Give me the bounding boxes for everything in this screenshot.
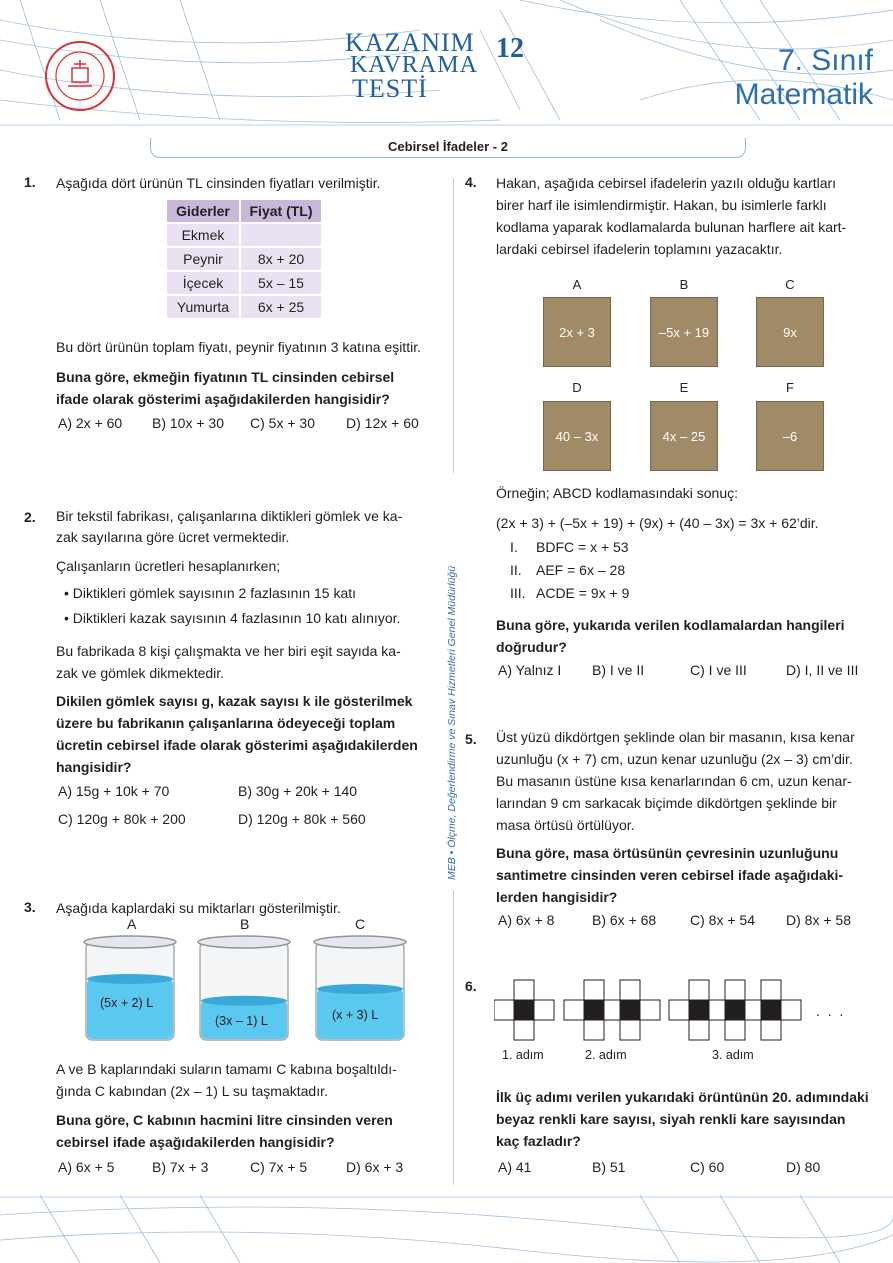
- q1-price-table: [165, 198, 323, 320]
- q2-bullet2: • Diktikleri kazak sayısının 4 fazlasının 10 katı alınıyor.: [64, 610, 401, 626]
- q4-intro-line3: kodlama yaparak kodlamalarda bulunan harflere ait kart-: [496, 219, 847, 235]
- white-square: [494, 1000, 514, 1020]
- white-square: [514, 1020, 534, 1040]
- q3-statement-line2: ğında C kabından (2x – 1) L su taşmaktadır.: [56, 1083, 328, 1099]
- q6-question-line1: İlk üç adımı verilen yukarıdaki örüntünün 20. adımındaki: [496, 1089, 869, 1105]
- beaker-letter: C: [355, 916, 366, 932]
- white-square: [514, 980, 534, 1000]
- white-square: [564, 1000, 584, 1020]
- option-d[interactable]: D) 80: [786, 1159, 821, 1175]
- bullet-text: Diktikleri kazak sayısının 4 fazlasının 10 katı alınıyor.: [72, 610, 401, 626]
- q4-question-line2: doğrudur?: [496, 639, 567, 655]
- black-square: [584, 1000, 604, 1020]
- table-header: Giderler: [167, 200, 239, 222]
- table-header-row: [167, 200, 321, 222]
- subject-label: Matematik: [734, 78, 873, 111]
- q4-intro-line4: lardaki cebirsel ifadelerin toplamını yazacaktır.: [496, 241, 783, 257]
- q3-question-line2: cebirsel ifade aşağıdakilerden hangisidir?: [56, 1134, 335, 1150]
- black-square: [514, 1000, 534, 1020]
- q4-item-2: [510, 559, 625, 581]
- black-square: [725, 1000, 745, 1020]
- white-square: [761, 1020, 781, 1040]
- black-square: [761, 1000, 781, 1020]
- table-header: Fiyat (TL): [241, 200, 321, 222]
- q3-number: 3.: [24, 899, 36, 915]
- white-square: [604, 1000, 620, 1020]
- white-square: [584, 980, 604, 1000]
- q2-intro-line1: Bir tekstil fabrikası, çalışanlarına diktikleri gömlek ve ka-: [56, 508, 403, 524]
- option-a[interactable]: A) 41: [498, 1159, 532, 1175]
- table-cell: Ekmek: [167, 224, 239, 246]
- item-text: BDFC = x + 53: [536, 539, 629, 555]
- q1-question-line1: Buna göre, ekmeğin fiyatının TL cinsinden cebirsel: [56, 369, 395, 385]
- table-cell: Peynir: [167, 248, 239, 270]
- q4-number: 4.: [465, 174, 477, 190]
- column-divider: [453, 178, 454, 473]
- item-roman: III.: [510, 585, 526, 601]
- table-cell: [241, 224, 321, 246]
- white-square: [781, 1000, 801, 1020]
- section-title: Cebirsel İfadeler - 2: [150, 138, 746, 158]
- beaker-amount: (x + 3) L: [332, 1008, 379, 1022]
- card-f: –6: [756, 401, 824, 471]
- option-b[interactable]: B) I ve II: [592, 662, 645, 678]
- q4-question-line1: Buna göre, yukarıda verilen kodlamalardan hangileri: [496, 617, 845, 633]
- card-b: –5x + 19: [650, 297, 718, 367]
- q1-question-line2: ifade olarak gösterimi aşağıdakilerden hangisidir?: [56, 391, 390, 407]
- black-square: [689, 1000, 709, 1020]
- option-a[interactable]: A) Yalnız I: [498, 662, 562, 678]
- q5-intro-line4: larından 9 cm sarkacak biçimde dikdörtgen şeklinde bir: [496, 795, 837, 811]
- q1-number: 1.: [24, 174, 36, 190]
- card-d: 40 – 3x: [543, 401, 611, 471]
- q5-number: 5.: [465, 731, 477, 747]
- option-a[interactable]: A) 6x + 5: [58, 1159, 115, 1175]
- card-letter: D: [572, 380, 582, 395]
- logo-testi: TESTİ: [352, 74, 428, 103]
- option-c[interactable]: C) I ve III: [690, 662, 747, 678]
- table-row: [167, 296, 321, 318]
- footer-decoration: [0, 1195, 893, 1263]
- bullet-text: Diktikleri gömlek sayısının 2 fazlasının 15 katı: [72, 585, 357, 601]
- item-roman: I.: [510, 539, 518, 555]
- q5-question-line3: lerden hangisidir?: [496, 889, 618, 905]
- table-row: [167, 272, 321, 294]
- item-text: AEF = 6x – 28: [536, 562, 626, 578]
- logo-kazanim: KAZANIM: [345, 28, 475, 57]
- option-d[interactable]: D) I, II ve III: [786, 662, 859, 678]
- q3-question-line1: Buna göre, C kabının hacmini litre cinsinden veren: [56, 1112, 393, 1128]
- option-d[interactable]: D) 120g + 80k + 560: [238, 811, 366, 827]
- option-b[interactable]: B) 6x + 68: [592, 912, 657, 928]
- grade-label: 7. Sınıf: [777, 44, 873, 77]
- card-letter: E: [679, 380, 689, 395]
- q4-example-line2: (2x + 3) + (–5x + 19) + (9x) + (40 – 3x) = 3x + 62’dir.: [496, 515, 819, 531]
- q5-intro-line2: uzunluğu (x + 7) cm, uzun kenar uzunluğu (2x – 3) cm’dir.: [496, 751, 853, 767]
- q5-question-line1: Buna göre, masa örtüsünün çevresinin uzunluğunu: [496, 845, 839, 861]
- table-row: [167, 224, 321, 246]
- ministry-seal-icon: [44, 40, 116, 112]
- white-square: [534, 1000, 554, 1020]
- q2-calc: Çalışanların ücretleri hesaplanırken;: [56, 558, 281, 574]
- option-c[interactable]: C) 5x + 30: [250, 415, 315, 431]
- q4-intro-line2: birer harf ile isimlendirmiştir. Hakan, bu isimlerle farklı: [496, 197, 827, 213]
- white-square: [689, 1020, 709, 1040]
- beaker-a: [82, 934, 178, 1044]
- q6-number: 6.: [465, 978, 477, 994]
- q1-statement: Bu dört ürünün toplam fiyatı, peynir fiyatının 3 katına eşittir.: [56, 339, 421, 355]
- beaker-letter: A: [127, 916, 137, 932]
- q2-question-line1: Dikilen gömlek sayısı g, kazak sayısı k ile gösterilmek: [56, 693, 413, 709]
- table-row: [167, 248, 321, 270]
- white-square: [640, 1000, 660, 1020]
- q1-intro: Aşağıda dört ürünün TL cinsinden fiyatları verilmiştir.: [56, 175, 381, 191]
- beaker-c: [312, 934, 408, 1044]
- white-square: [620, 980, 640, 1000]
- white-square: [745, 1000, 761, 1020]
- q6-ellipsis: . . .: [816, 1003, 846, 1019]
- table-cell: Yumurta: [167, 296, 239, 318]
- step-label: 3. adım: [712, 1048, 754, 1062]
- item-roman: II.: [510, 562, 522, 578]
- option-d[interactable]: D) 8x + 58: [786, 912, 851, 928]
- option-a[interactable]: A) 15g + 10k + 70: [58, 783, 170, 799]
- q4-intro-line1: Hakan, aşağıda cebirsel ifadelerin yazılı olduğu kartları: [496, 175, 837, 191]
- beaker-amount: (3x – 1) L: [215, 1014, 268, 1028]
- step-label: 2. adım: [585, 1048, 627, 1062]
- white-square: [709, 1000, 725, 1020]
- table-cell: 6x + 25: [241, 296, 321, 318]
- black-square: [620, 1000, 640, 1020]
- step-label: 1. adım: [502, 1048, 544, 1062]
- beaker-letter: B: [240, 916, 250, 932]
- q2-question-line2: üzere bu fabrikanın çalışanlarına ödeyeceği toplam: [56, 715, 396, 731]
- card-letter: B: [679, 277, 689, 292]
- q5-intro-line5: masa örtüsü örtülüyor.: [496, 817, 635, 833]
- white-square: [620, 1020, 640, 1040]
- q5-intro-line3: Bu masanın üstüne kısa kenarlarından 6 cm, uzun kenar-: [496, 773, 852, 789]
- q2-bullet1: • Diktikleri gömlek sayısının 2 fazlasının 15 katı: [64, 585, 357, 601]
- option-b[interactable]: B) 51: [592, 1159, 626, 1175]
- logo-kavrama: KAVRAMA: [350, 52, 478, 78]
- card-e: 4x – 25: [650, 401, 718, 471]
- table-cell: İçecek: [167, 272, 239, 294]
- item-text: ACDE = 9x + 9: [536, 585, 630, 601]
- side-label: MEB • Ölçme, Değerlendirme ve Sınav Hizmetleri Genel Müdürlüğü: [446, 565, 458, 880]
- q2-question-line3: ücretin cebirsel ifade olarak gösterimi aşağıdakilerden: [56, 737, 418, 753]
- white-square: [725, 980, 745, 1000]
- card-letter: A: [572, 277, 582, 292]
- q5-question-line2: santimetre cinsinden veren cebirsel ifade aşağıdaki-: [496, 867, 844, 883]
- q5-intro-line1: Üst yüzü dikdörtgen şeklinde olan bir masanın, kısa kenar: [496, 729, 855, 745]
- option-c[interactable]: C) 60: [690, 1159, 725, 1175]
- column-divider-lower: [453, 890, 454, 1185]
- white-square: [725, 1020, 745, 1040]
- q3-statement-line1: A ve B kaplarındaki suların tamamı C kabına boşaltıldı-: [56, 1061, 397, 1077]
- option-d[interactable]: D) 12x + 60: [346, 415, 419, 431]
- table-cell: 8x + 20: [241, 248, 321, 270]
- beaker-amount: (5x + 2) L: [100, 996, 154, 1010]
- q6-question-line3: kaç fazladır?: [496, 1133, 581, 1149]
- option-a[interactable]: A) 2x + 60: [58, 415, 123, 431]
- q2-info-line2: zak ve gömlek dikmektedir.: [56, 665, 225, 681]
- card-c: 9x: [756, 297, 824, 367]
- q3-intro: Aşağıda kaplardaki su miktarları gösterilmiştir.: [56, 900, 341, 916]
- q4-item-3: [510, 582, 629, 604]
- option-b[interactable]: B) 7x + 3: [152, 1159, 209, 1175]
- grade-subject: [735, 44, 873, 112]
- option-a[interactable]: A) 6x + 8: [498, 912, 555, 928]
- white-square: [669, 1000, 689, 1020]
- q2-info-line1: Bu fabrikada 8 kişi çalışmakta ve her biri eşit sayıda ka-: [56, 643, 401, 659]
- card-a: 2x + 3: [543, 297, 611, 367]
- white-square: [689, 980, 709, 1000]
- card-letter: F: [786, 380, 794, 395]
- option-b[interactable]: B) 30g + 20k + 140: [238, 783, 358, 799]
- option-d[interactable]: D) 6x + 3: [346, 1159, 404, 1175]
- white-square: [761, 980, 781, 1000]
- option-c[interactable]: C) 8x + 54: [690, 912, 755, 928]
- q6-pattern: [494, 978, 814, 1042]
- table-cell: 5x – 15: [241, 272, 321, 294]
- q2-question-line4: hangisidir?: [56, 759, 132, 775]
- option-c[interactable]: C) 7x + 5: [250, 1159, 308, 1175]
- q6-question-line2: beyaz renkli kare sayısı, siyah renkli kare sayısından: [496, 1111, 846, 1127]
- q2-number: 2.: [24, 509, 36, 525]
- q4-example-line1: Örneğin; ABCD kodlamasındaki sonuç:: [496, 485, 739, 501]
- option-c[interactable]: C) 120g + 80k + 200: [58, 811, 186, 827]
- test-number: 12: [496, 33, 524, 64]
- card-letter: C: [785, 277, 795, 292]
- option-b[interactable]: B) 10x + 30: [152, 415, 224, 431]
- q4-item-1: [510, 536, 629, 558]
- white-square: [584, 1020, 604, 1040]
- q2-intro-line2: zak sayılarına göre ücret vermektedir.: [56, 529, 290, 545]
